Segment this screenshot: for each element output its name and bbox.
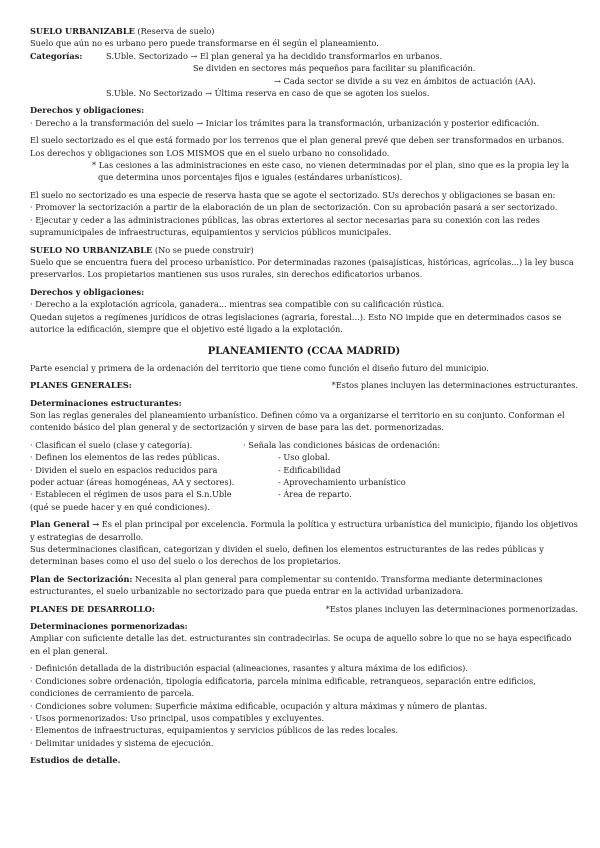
suelo-urbanizable-heading: SUELO URBANIZABLE (Reserva de suelo) <box>30 26 215 36</box>
categoria-sectorizado-sub2: → Cada sector se divide a su vez en ámbitos de actuación (AA). <box>274 75 536 86</box>
cesiones-note: * Las cesiones a las administraciones en este caso, no vienen determinadas por el plan, sino que es la propia ley la que determina unos porcentajes fijos e iguales (estándares urbanísticos). <box>92 160 570 183</box>
estructurantes-right-column <box>243 439 578 513</box>
left-item: · Dividen el suelo en espacios reducidos para <box>30 464 218 475</box>
left-item: (qué se puede hacer y en qué condiciones). <box>30 501 210 512</box>
categoria-no-sectorizado: S.Uble. No Sectorizado → Última reserva en caso de que se agoten los suelos. <box>106 88 430 99</box>
pormenorizadas-item: · Condiciones sobre ordenación, tipología edificatoria, parcela mínima edificable, retranqueos, separación entre edificios, condiciones de cerramiento de parcela. <box>30 675 536 699</box>
document-page <box>30 25 578 767</box>
categoria-sectorizado-sub: Se dividen en sectores más pequeños para facilitar su planificación. <box>193 63 476 74</box>
categorias-row <box>30 50 578 62</box>
left-item: poder actuar (áreas homogéneas, AA y sectores). <box>30 477 235 487</box>
suelo-no-urbanizable-heading: SUELO NO URBANIZABLE (No se puede construir) <box>30 244 254 255</box>
right-item: - Aprovechamiento urbanístico <box>278 477 406 487</box>
categorias-label: Categorías: <box>30 50 83 61</box>
snu-derechos-line: · Derecho a la explotación agrícola, ganadera... mientras sea compatible con su calificación rústica. <box>30 299 445 310</box>
snu-derechos-heading: Derechos y obligaciones: <box>30 286 145 297</box>
right-item: - Uso global. <box>278 452 331 463</box>
snu-derechos-paragraph: Quedan sujetos a regímenes jurídicos de otras legislaciones (agraria, forestal...). Esto NO impide que en determinados casos se autorice la edificación, siempre que el objetivo esté ligado a la explotación. <box>30 311 562 334</box>
estructurantes-heading: Determinaciones estructurantes: <box>30 397 182 408</box>
suelo-no-urbanizable-intro: Suelo que se encuentra fuera del proceso urbanístico. Por determinadas razones (paisajísticas, históricas, agrícolas...) la ley busca preservarlos. Los propietarios mantienen sus usos rurales, sin derechos edificatorios urbanos. <box>30 256 574 280</box>
sectorizado-paragraph: El suelo sectorizado es el que está formado por los terrenos que el plan general prevé que deben ser transformados en urbanos. Los derechos y obligaciones son LOS MISMOS que en el suelo urbano no consolidado. <box>30 135 565 158</box>
planes-generales-heading: PLANES GENERALES: <box>30 380 132 391</box>
no-sectorizado-item-2: · Ejecutar y ceder a las administraciones públicas, las obras exteriores al sector necesarias para su conexión con las redes supramunicipales de infraestructuras, equipamientos y servicios públicos municipales. <box>30 214 540 238</box>
suelo-urbanizable-intro: Suelo que aún no es urbano pero puede transformarse en él según el planeamiento. <box>30 38 379 49</box>
no-sectorizado-paragraph: El suelo no sectorizado es una especie de reserva hasta que se agote el sectorizado. SUs derechos y obligaciones se basan en: <box>30 189 556 200</box>
estudios-detalle-heading: Estudios de detalle. <box>30 755 121 766</box>
plan-general-detail: Sus determinaciones clasifican, categorizan y dividen el suelo, definen los elementos estructurantes de las redes públicas y determinan bases como el uso del suelo o los derechos de los propietarios. <box>30 544 544 567</box>
plan-general-paragraph: Plan General → Es el plan principal por excelencia. Formula la política y estructura urbanística del municipio, fijando los objetivos y estrategias de desarrollo. <box>30 519 578 542</box>
planes-desarrollo-note: *Estos planes incluyen las determinaciones pormenorizadas. <box>325 603 578 614</box>
derechos-line: · Derecho a la transformación del suelo → Iniciar los trámites para la transformación, urbanización y posterior edificación. <box>30 117 540 128</box>
planes-desarrollo-row <box>30 603 578 615</box>
pormenorizadas-item: · Condiciones sobre volumen: Superficie máxima edificable, ocupación y altura máximas y número de plantas. <box>30 700 488 711</box>
pormenorizadas-heading: Determinaciones pormenorizadas: <box>30 621 188 632</box>
pormenorizadas-paragraph: Ampliar con suficiente detalle las det. estructurantes sin contradecirlas. Se ocupa de aquello sobre lo que no se haya especificado en el plan general. <box>30 633 572 656</box>
right-item: - Edificabilidad <box>278 464 341 475</box>
estructurantes-columns <box>30 439 578 513</box>
left-item: · Clasifican el suelo (clase y categoría). <box>30 439 193 450</box>
pormenorizadas-item: · Usos pormenorizados: Uso principal, usos compatibles y excluyentes. <box>30 712 325 723</box>
right-item: - Área de reparto. <box>278 489 352 500</box>
no-sectorizado-item-1: · Promover la sectorización a partir de la elaboración de un plan de sectorización. Con su aprobación pasará a ser sectorizado. <box>30 202 558 213</box>
derechos-heading: Derechos y obligaciones: <box>30 105 145 116</box>
pormenorizadas-item: · Definición detallada de la distribución espacial (alineaciones, rasantes y altura máxima de los edificios). <box>30 663 468 674</box>
plan-sectorizacion-paragraph: Plan de Sectorización: Necesita al plan general para complementar su contenido. Transforma mediante determinaciones estructurantes, el suelo urbanizable no sectorizado para que pueda entrar en la actividad urbanizadora. <box>30 573 543 597</box>
planes-generales-row <box>30 379 578 391</box>
categoria-sectorizado: S.Uble. Sectorizado → El plan general ya ha decidido transformarlos en urbanos. <box>106 50 443 61</box>
estructurantes-paragraph: Son las reglas generales del planeamiento urbanístico. Definen cómo va a organizarse el territorio en su conjunto. Conforman el contenido básico del plan general y de sectorización y sirven de base para las det. pormenorizadas. <box>30 409 565 433</box>
right-heading: · Señala las condiciones básicas de ordenación: <box>243 439 441 450</box>
pormenorizadas-item: · Elementos de infraestructuras, equipamientos y servicios públicos de las redes locales. <box>30 725 399 736</box>
estructurantes-left-column <box>30 439 243 513</box>
left-item: · Definen los elementos de las redes públicas. <box>30 452 220 463</box>
left-item: · Establecen el régimen de usos para el S.n.Uble <box>30 489 232 500</box>
planeamiento-intro: Parte esencial y primera de la ordenación del territorio que tiene como función el diseño futuro del municipio. <box>30 362 489 373</box>
pormenorizadas-item: · Delimitar unidades y sistema de ejecución. <box>30 737 214 748</box>
planeamiento-title: PLANEAMIENTO (CCAA MADRID) <box>207 346 401 358</box>
planes-desarrollo-heading: PLANES DE DESARROLLO: <box>30 603 155 614</box>
planes-generales-note: *Estos planes incluyen las determinaciones estructurantes. <box>331 380 578 391</box>
